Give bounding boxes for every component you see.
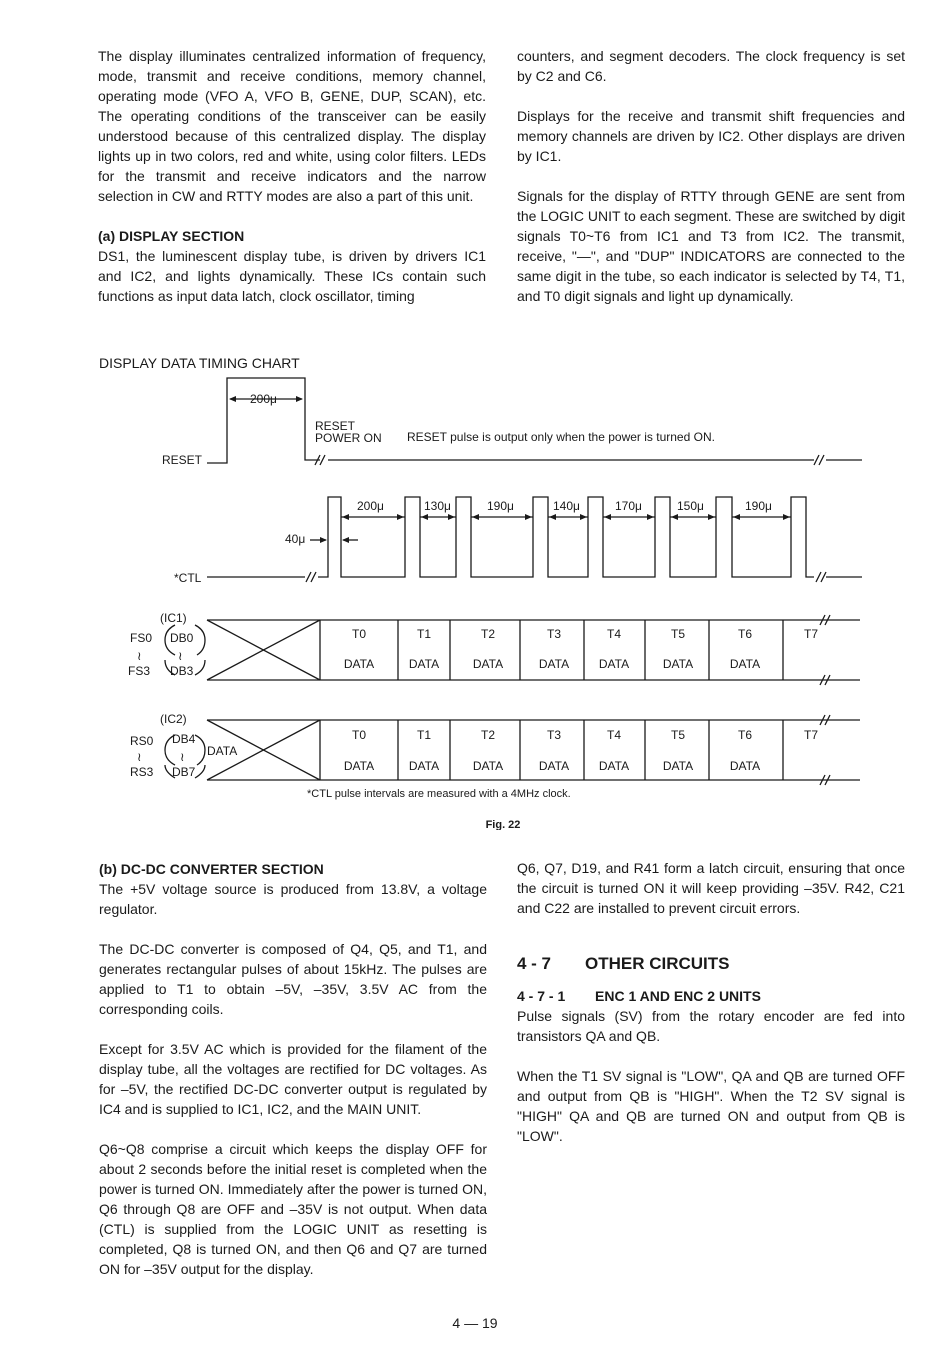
ic1-digit: T3 bbox=[546, 627, 562, 641]
subsection-title: ENC 1 AND ENC 2 UNITS bbox=[595, 988, 761, 1004]
timing-chart-figure bbox=[90, 370, 880, 830]
ic2-data: DATA bbox=[343, 759, 375, 773]
ic2-data: DATA bbox=[538, 759, 570, 773]
ic2-data: DATA bbox=[408, 759, 440, 773]
interval-label: 140μ bbox=[553, 499, 580, 513]
ic2-digit: T4 bbox=[606, 728, 622, 742]
db4-label: DB4 bbox=[172, 732, 196, 746]
interval-label: 190μ bbox=[745, 499, 772, 513]
ic1-digit: T2 bbox=[480, 627, 496, 641]
ic1-data: DATA bbox=[598, 657, 630, 671]
ic2-digit: T1 bbox=[416, 728, 432, 742]
rs3-label: RS3 bbox=[130, 765, 154, 779]
ic2-digit: T2 bbox=[480, 728, 496, 742]
left-column-bottom bbox=[99, 859, 487, 1279]
ic1-data: DATA bbox=[408, 657, 440, 671]
figure-label: Fig. 22 bbox=[485, 819, 521, 830]
ic2-digit: T3 bbox=[546, 728, 562, 742]
interval-label: 130μ bbox=[424, 499, 451, 513]
ctl-first-pulse-label: 40μ bbox=[285, 532, 306, 546]
data-side-label: DATA bbox=[207, 744, 238, 758]
ic1-digit: T7 bbox=[803, 627, 819, 641]
ic1-digit: T0 bbox=[351, 627, 367, 641]
ic2-digit: T0 bbox=[351, 728, 367, 742]
interval-label: 170μ bbox=[615, 499, 642, 513]
ic2-digit: T6 bbox=[737, 728, 753, 742]
reset-width-label: 200μ bbox=[250, 392, 277, 406]
dcdc-paragraph-3: Except for 3.5V AC which is provided for the filament of the display tube, all the voltages are rectified for DC voltages. As for –5V, the rectified DC-DC converter output is regulated by IC4 and is supplied to IC1, IC2, and the MAIN UNIT. bbox=[99, 1041, 487, 1117]
clock-paragraph: counters, and segment decoders. The clock frequency is set by C2 and C6. bbox=[517, 48, 905, 84]
tilde-mark: ≀ bbox=[180, 750, 185, 764]
rtty-paragraph: Signals for the display of RTTY through GENE are sent from the LOGIC UNIT to each segment. These are switched by digit signals T0~T6 from IC1 and T3 from IC2. The transmit, receive, "—", and "DUP" INDICATORS are connected to the same digit in the tube, so each indicator is selected by T4, T1, and T0 digit signals and light up dynamically. bbox=[517, 188, 905, 304]
ic2-digit: T7 bbox=[803, 728, 819, 742]
dcdc-paragraph-4: Q6~Q8 comprise a circuit which keeps the display OFF for about 2 seconds before the initial reset is completed when the power is turned ON. Immediately after the power is turned ON, Q6 through Q8 are OFF and –35V is not output. When data (CTL) is supplied from the LOGIC UNIT as resetting is completed, Q8 is turned ON, and then Q6 and Q7 are turned ON for –35V output for the display. bbox=[99, 1141, 487, 1277]
reset-label-2: POWER ON bbox=[315, 431, 382, 445]
reset-label-1: RESET bbox=[315, 419, 356, 433]
ic2-data: DATA bbox=[662, 759, 694, 773]
rs0-label: RS0 bbox=[130, 734, 154, 748]
ic1-digit: T6 bbox=[737, 627, 753, 641]
ic1-digit: T1 bbox=[416, 627, 432, 641]
subsection-heading bbox=[517, 986, 905, 1006]
encoder-paragraph-1: Pulse signals (SV) from the rotary encoder are fed into transistors QA and QB. bbox=[517, 1008, 905, 1044]
section-title: OTHER CIRCUITS bbox=[585, 954, 730, 973]
page-number: 4 — 19 bbox=[452, 1315, 498, 1331]
dcdc-paragraph-1: The +5V voltage source is produced from 13.8V, a voltage regulator. bbox=[99, 881, 487, 917]
interval-label: 190μ bbox=[487, 499, 514, 513]
section-heading bbox=[517, 952, 905, 976]
ic1-data: DATA bbox=[538, 657, 570, 671]
display-section-paragraph: DS1, the luminescent display tube, is driven by drivers IC1 and IC2, and lights dynamically. These ICs contain such functions as input data latch, clock oscillator, timing bbox=[98, 248, 486, 304]
reset-waveform bbox=[207, 378, 862, 463]
timing-chart-title: DISPLAY DATA TIMING CHART bbox=[99, 355, 300, 371]
reset-signal-label: RESET bbox=[162, 453, 203, 467]
right-column-top bbox=[517, 46, 905, 306]
chart-footnote: *CTL pulse intervals are measured with a 4MHz clock. bbox=[307, 788, 571, 800]
dcdc-section-heading: (b) DC-DC CONVERTER SECTION bbox=[99, 861, 324, 877]
db3-label: DB3 bbox=[170, 664, 194, 678]
display-section-heading: (a) DISPLAY SECTION bbox=[98, 228, 245, 244]
interval-label: 150μ bbox=[677, 499, 704, 513]
tilde-mark: ≀ bbox=[137, 649, 142, 663]
ic2-data: DATA bbox=[598, 759, 630, 773]
tilde-mark: ≀ bbox=[137, 750, 142, 764]
tilde-mark: ≀ bbox=[178, 649, 183, 663]
ic1-digit: T5 bbox=[670, 627, 686, 641]
db0-label: DB0 bbox=[170, 631, 194, 645]
ic1-data: DATA bbox=[662, 657, 694, 671]
ic1-digit: T4 bbox=[606, 627, 622, 641]
ic2-digit: T5 bbox=[670, 728, 686, 742]
ic2-data: DATA bbox=[472, 759, 504, 773]
ic1-label: (IC1) bbox=[160, 611, 187, 625]
ic1-data: DATA bbox=[343, 657, 375, 671]
ctl-signal-label: *CTL bbox=[174, 571, 202, 585]
left-column-top bbox=[98, 46, 486, 306]
ic1-data: DATA bbox=[472, 657, 504, 671]
section-number: 4 - 7 bbox=[517, 954, 552, 973]
right-column-bottom bbox=[517, 858, 905, 1146]
drivers-paragraph: Displays for the receive and transmit shift frequencies and memory channels are driven by IC2. Other displays are driven by IC1. bbox=[517, 108, 905, 164]
dcdc-paragraph-2: The DC-DC converter is composed of Q4, Q5, and T1, and generates rectangular pulses of about 15kHz. The pulses are applied to T1 to obtain –5V, –35V, 3.5V AC from the corresponding coils. bbox=[99, 941, 487, 1017]
encoder-paragraph-2: When the T1 SV signal is "LOW", QA and QB are turned OFF and output from QB is "HIGH". When the T2 SV signal is "HIGH" QA and QB are turned ON and output from QB is "LOW". bbox=[517, 1068, 905, 1144]
ic1-data: DATA bbox=[729, 657, 761, 671]
intro-paragraph: The display illuminates centralized information of frequency, mode, transmit and receive conditions, memory channel, operating mode (VFO A, VFO B, GENE, DUP, SCAN), etc. The operating conditions of the transceiver can be easily understood because of this centralized display. The display lights up in two colors, red and white, using color filters. LEDs for the transmit and receive indicators and the narrow selection in CW and RTTY modes are also a part of this unit. bbox=[98, 48, 486, 204]
fs3-label: FS3 bbox=[128, 664, 151, 678]
interval-label: 200μ bbox=[357, 499, 384, 513]
ic2-data: DATA bbox=[729, 759, 761, 773]
ic2-label: (IC2) bbox=[160, 712, 187, 726]
latch-paragraph: Q6, Q7, D19, and R41 form a latch circuit, ensuring that once the circuit is turned ON it will keep providing –35V. R42, C21 and C22 are installed to prevent circuit errors. bbox=[517, 860, 905, 916]
fs0-label: FS0 bbox=[130, 631, 153, 645]
db7-label: DB7 bbox=[172, 765, 196, 779]
reset-note: RESET pulse is output only when the power is turned ON. bbox=[407, 430, 715, 444]
subsection-number: 4 - 7 - 1 bbox=[517, 988, 566, 1004]
